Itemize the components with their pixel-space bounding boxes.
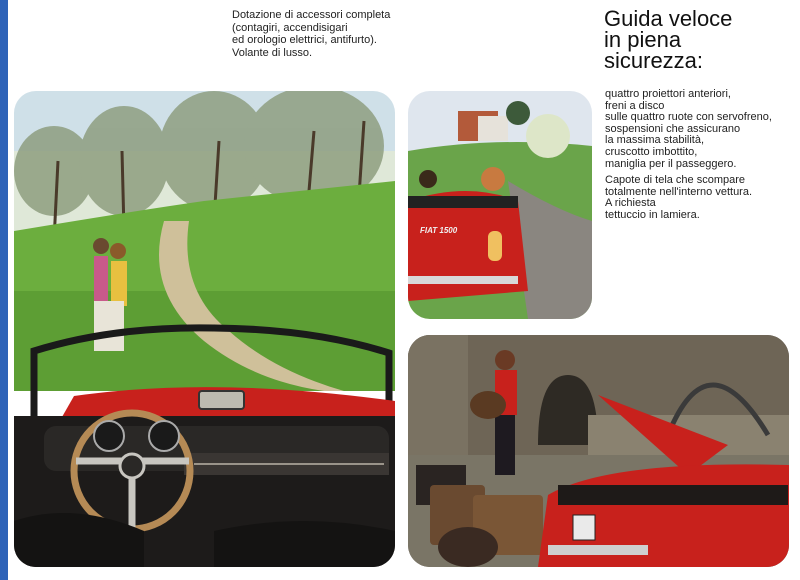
- feature-line: la massima stabilità,: [605, 134, 705, 147]
- caption-line: ed orologio elettrici, antifurto).: [232, 34, 377, 46]
- feature-line: maniglia per il passeggero.: [605, 157, 737, 170]
- headline-line: sicurezza:: [604, 48, 704, 73]
- feature-line: cruscotto imbottito,: [605, 145, 698, 158]
- features-list: [605, 89, 800, 170]
- caption-line: Dotazione di accessori completa: [232, 9, 391, 21]
- luggage-photo: [408, 335, 789, 567]
- caption-line: Volante di lusso.: [232, 46, 313, 59]
- headline-line: Guida veloce: [604, 6, 733, 31]
- feature-line: quattro proiettori anteriori,: [605, 88, 731, 100]
- interior-caption: [232, 9, 432, 59]
- page-headline: [604, 8, 794, 71]
- feature-line: freni a disco: [605, 99, 665, 112]
- headline-line: in piena: [604, 27, 682, 52]
- softtop-line: tettuccio in lamiera.: [605, 208, 700, 221]
- softtop-line: Capote di tela che scompare: [605, 174, 746, 186]
- feature-line: sulle quattro ruote con servofreno,: [605, 111, 772, 124]
- softtop-line: A richiesta: [605, 197, 656, 210]
- interior-photo: [14, 91, 395, 567]
- softtop-text: [605, 175, 800, 221]
- softtop-line: totalmente nell'interno vettura.: [605, 185, 753, 198]
- feature-line: sospensioni che assicurano: [605, 122, 741, 135]
- left-accent-band: [0, 0, 8, 580]
- rear-car-photo: [408, 91, 592, 319]
- caption-line: (contagiri, accendisigari: [232, 21, 348, 34]
- car-badge: FIAT 1500: [420, 226, 458, 235]
